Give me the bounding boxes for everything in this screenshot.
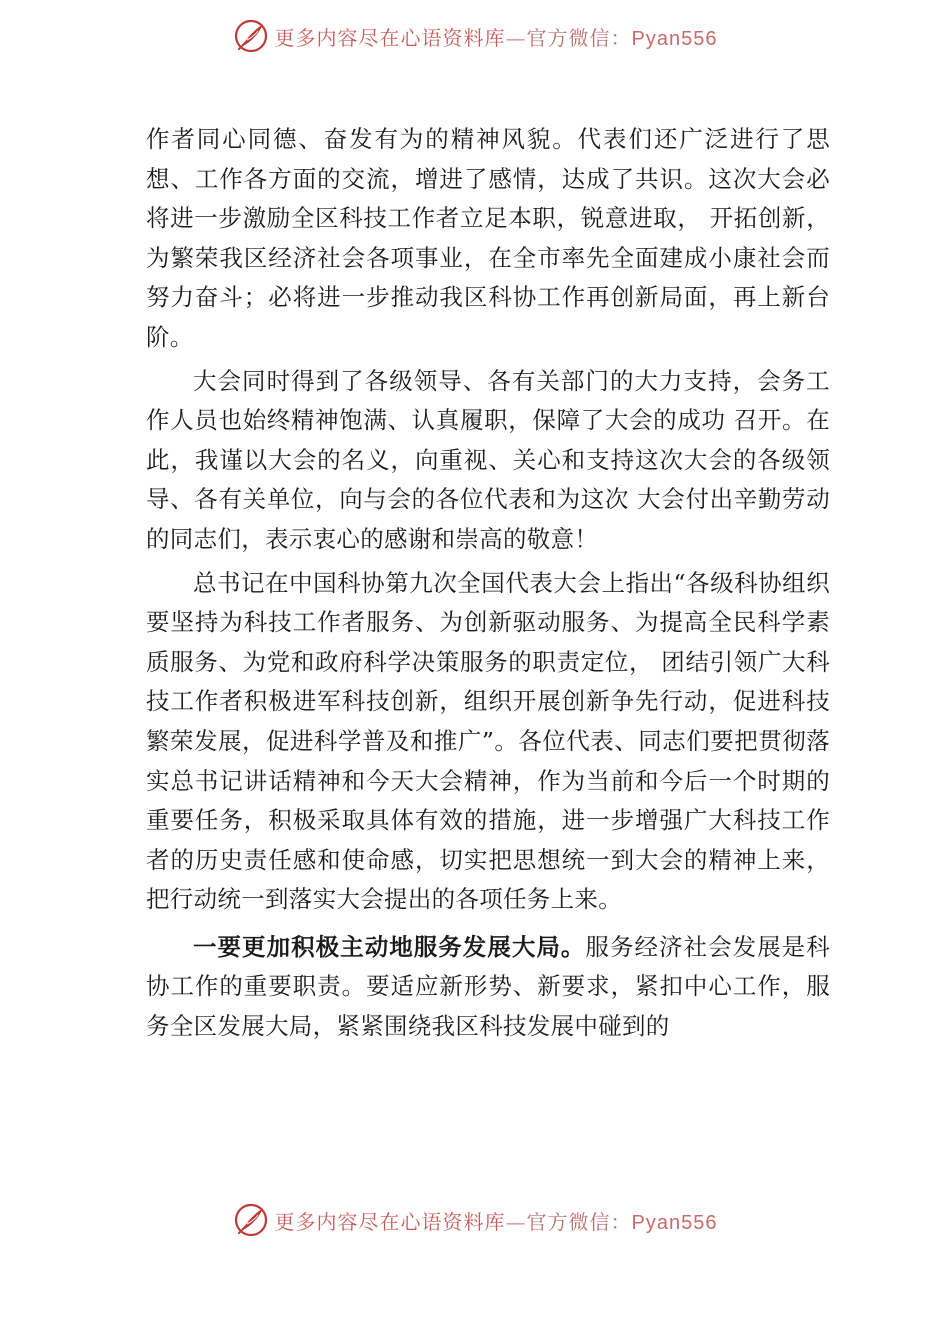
paragraph-2: 大会同时得到了各级领导、各有关部门的大力支持，会务工作人员也始终精神饱满、认真履职，保障了大会的成功 召开。在此，我谨以大会的名义，向重视、关心和支持这次大会的各级领导、各有关单位，向与会的各位代表和为这次 大会付出辛勤劳动的同志们，表示衷心的感谢和崇高的敬意！	[146, 366, 830, 553]
watermark-site: 更多内容尽在心语资料库	[274, 1209, 506, 1234]
watermark-wechat-label: 官方微信：	[526, 25, 632, 50]
watermark-dash: —	[505, 1209, 527, 1234]
document-body	[146, 120, 830, 1047]
quill-logo-icon	[233, 18, 269, 54]
paragraph-4-heading: 一要更加积极主动地服务发展大局。	[193, 932, 586, 961]
watermark-dash: —	[505, 25, 527, 50]
header-watermark	[0, 16, 950, 56]
watermark-text	[275, 1206, 718, 1235]
watermark-wechat-label: 官方微信：	[526, 1209, 632, 1234]
paragraph-4-text: 服务经济社会发展是科协工作的重要职责。要适应新形势、新要求，紧扣中心工作，服务全区发展大局，紧紧围绕我区科技发展中碰到的	[146, 932, 831, 1041]
watermark-text	[275, 22, 718, 51]
paragraph-3: 总书记在中国科协第九次全国代表大会上指出“各级科协组织要坚持为科技工作者服务、为创新驱动服务、为提高全民科学素质服务、为党和政府科学决策服务的职责定位， 团结引领广大科技工作者积极进军科技创新，组织开展创新争先行动，促进科技繁荣发展，促进科学普及和推广”。各位代表、同志们要把贯彻落实总书记讲话精神和今天大会精神，作为当前和今后一个时期的重要任务，积极采取具体有效的措施，进一步增强广大科技工作者的历史责任感和使命感，切实把思想统一到大会的精神上来，把行动统一到落实大会提出的各项任务上来。	[146, 568, 830, 914]
watermark-wechat-id: Pyan556	[631, 27, 718, 50]
footer-watermark	[0, 1200, 950, 1240]
paragraph-4	[146, 928, 830, 1047]
watermark-wechat-id: Pyan556	[631, 1211, 718, 1234]
paragraph-1: 作者同心同德、奋发有为的精神风貌。代表们还广泛进行了思想、工作各方面的交流，增进了感情，达成了共识。这次大会必将进一步激励全区科技工作者立足本职，锐意进取， 开拓创新，为繁荣我区经济社会各项事业，在全市率先全面建成小康社会而努力奋斗；必将进一步推动我区科协工作再创新局面，再上新台阶。	[146, 125, 830, 351]
quill-logo-icon	[233, 1202, 269, 1238]
watermark-site: 更多内容尽在心语资料库	[274, 25, 506, 50]
